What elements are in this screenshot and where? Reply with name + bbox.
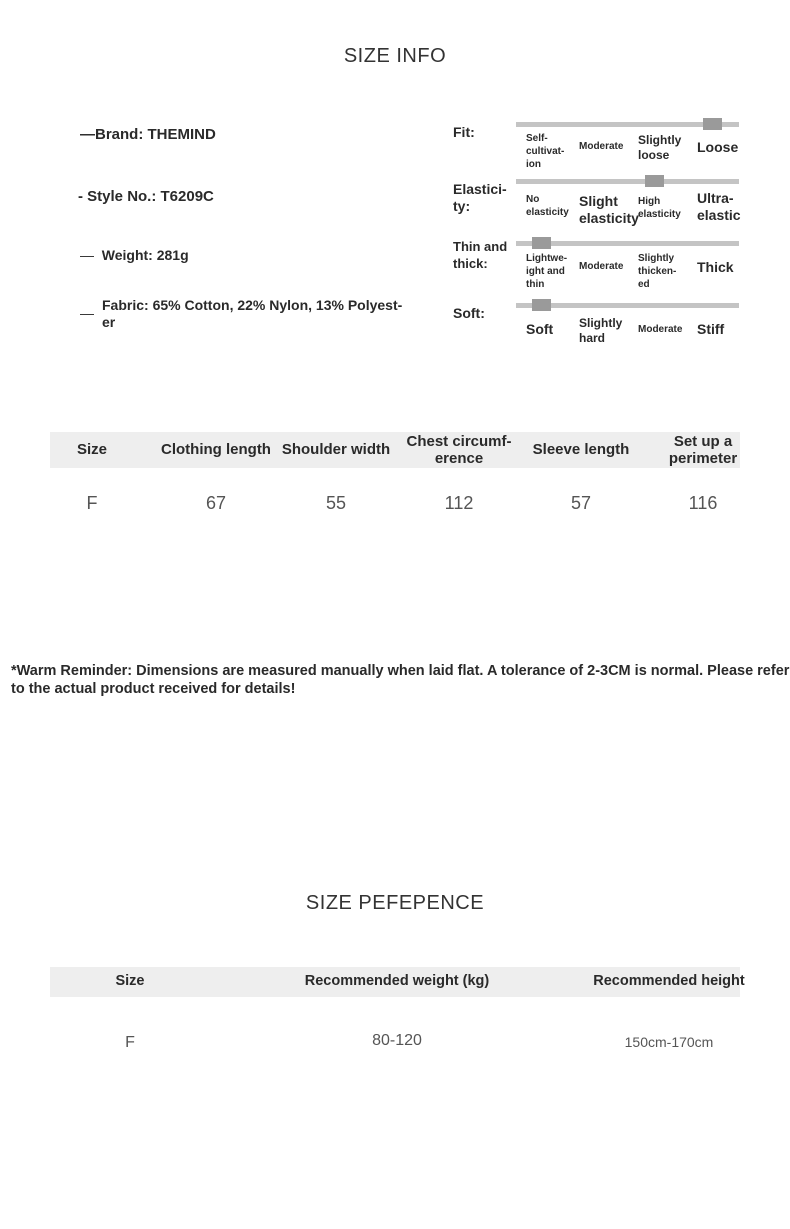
size-table-column-header: Shoulder width xyxy=(281,441,391,458)
scale-indicator xyxy=(532,237,551,249)
size-reference-cell: F xyxy=(125,1034,135,1051)
weight-dash: — xyxy=(80,247,102,263)
brand-dash: — xyxy=(80,126,95,143)
scale-option: No elasticity xyxy=(526,194,569,218)
attribute-label: Thin and thick: xyxy=(453,239,508,271)
size-table-cell: 57 xyxy=(570,493,592,513)
brand-text: Brand: THEMIND xyxy=(95,126,216,143)
scale-option: Self- cultivat- ion xyxy=(526,133,565,170)
attribute-label: Fit: xyxy=(453,124,475,140)
size-reference-cell: 80-120 xyxy=(372,1032,422,1049)
size-info-title: SIZE INFO xyxy=(343,45,447,67)
attribute-label: Soft: xyxy=(453,305,485,321)
size-reference-cell: 150cm-170cm xyxy=(624,1034,714,1050)
size-table-column-header: Size xyxy=(76,441,107,458)
size-table-cell: 67 xyxy=(205,493,227,513)
size-table-column-header: Set up a perimeter xyxy=(668,433,738,467)
fabric-text-line2: er xyxy=(102,314,116,330)
warm-reminder-line1: *Warm Reminder: Dimensions are measured manually when laid flat. A tolerance of 2-3CM is normal. Please refer xyxy=(11,663,790,679)
weight-line xyxy=(80,247,189,264)
scale-option: Thick xyxy=(697,259,734,275)
scale-option: Slight elasticity xyxy=(579,193,639,226)
scale-option: Moderate xyxy=(638,324,683,335)
warm-reminder-line2: to the actual product received for details! xyxy=(11,681,296,697)
scale-option: Loose xyxy=(697,139,739,155)
style-no-dash: - xyxy=(78,188,88,205)
scale-option: Moderate xyxy=(579,261,624,272)
scale-indicator xyxy=(645,175,664,187)
fabric-line xyxy=(102,297,402,331)
size-table-cell: 55 xyxy=(325,493,347,513)
size-table-column-header: Sleeve length xyxy=(532,441,630,458)
scale-option: Stiff xyxy=(697,321,725,337)
size-table-cell: F xyxy=(86,493,98,513)
size-table-column-header: Chest circumf- erence xyxy=(406,433,512,467)
scale-option: Soft xyxy=(526,321,554,337)
scale-option: Slightly loose xyxy=(638,133,682,162)
scale-option: Slightly hard xyxy=(579,316,623,345)
size-table-cell: 112 xyxy=(444,493,474,513)
scale-option: Lightwe- ight and thin xyxy=(526,253,568,290)
scale-option: Moderate xyxy=(579,141,624,152)
scale-track xyxy=(516,179,739,184)
size-reference-column-header: Recommended weight (kg) xyxy=(304,973,490,989)
size-reference-title: SIZE PEFEPENCE xyxy=(305,892,485,914)
size-reference-column-header: Recommended height xyxy=(593,973,745,989)
size-table-column-header: Clothing length xyxy=(161,441,271,458)
style-no-text: Style No.: T6209C xyxy=(87,188,214,205)
attribute-label: Elastici- ty: xyxy=(453,181,507,214)
weight-text: Weight: 281g xyxy=(101,247,189,263)
scale-option: High elasticity xyxy=(638,196,681,220)
fabric-text-line1: Fabric: 65% Cotton, 22% Nylon, 13% Polyest- xyxy=(102,297,403,313)
scale-option: Slightly thicken- ed xyxy=(638,253,677,290)
fabric-dash: — xyxy=(80,305,94,321)
scale-indicator xyxy=(532,299,551,311)
size-table-cell: 116 xyxy=(688,493,718,513)
style-no-line xyxy=(78,188,214,205)
scale-indicator xyxy=(703,118,722,130)
brand-line xyxy=(80,126,216,143)
warm-reminder xyxy=(11,662,789,698)
scale-option: Ultra- elastic xyxy=(697,190,741,223)
size-reference-column-header: Size xyxy=(115,973,145,989)
